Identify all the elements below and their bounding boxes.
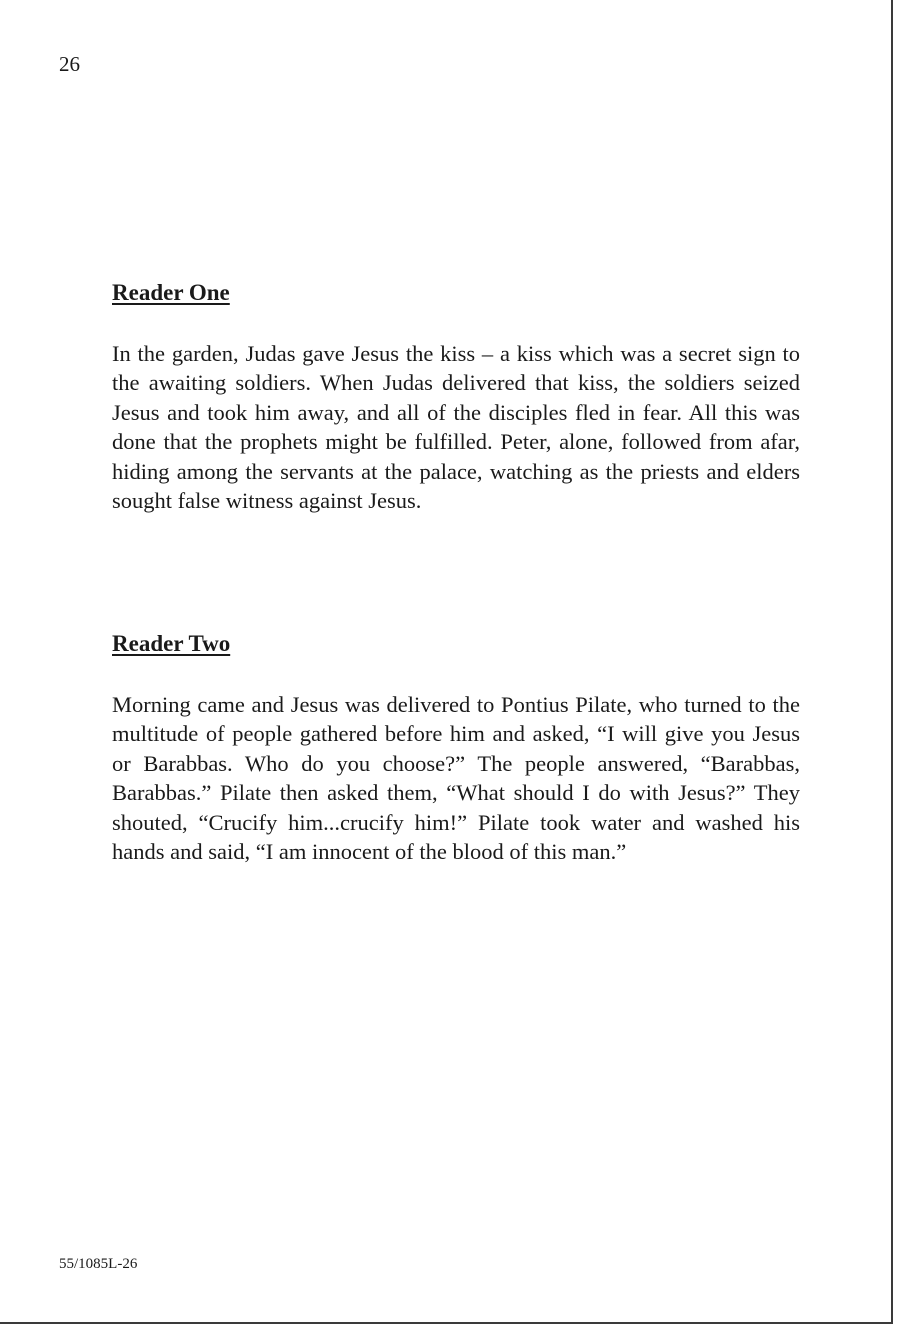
- section-body: In the garden, Judas gave Jesus the kiss – a kiss which was a secret sign to the awaiting soldiers. When Judas delivered that kiss, the soldiers seized Jesus and took him away, and all of the disciples fled in fear. All this was done that the prophets might be fulfilled. Peter, alone, followed from afar, hiding among the servants at the palace, watching as the priests and elders sought false witness against Jesus.: [112, 341, 800, 514]
- section-body: Morning came and Jesus was delivered to Pontius Pilate, who turned to the multitude of people gathered before him and asked, “I will give you Jesus or Barabbas. Who do you choose?” The people answered, “Barabbas, Barabbas.” Pilate then asked them, “What should I do with Jesus?” They shouted, “Crucify him...crucify him!” Pilate took water and washed his hands and said, “I am innocent of the blood of this man.”: [112, 692, 800, 865]
- section-heading: Reader One: [112, 280, 230, 305]
- section-reader-two: [112, 631, 800, 866]
- section-reader-one: [112, 280, 800, 515]
- section-heading: Reader Two: [112, 631, 231, 656]
- page-number: 26: [59, 52, 80, 76]
- footer-code: 55/1085L-26: [59, 1256, 138, 1272]
